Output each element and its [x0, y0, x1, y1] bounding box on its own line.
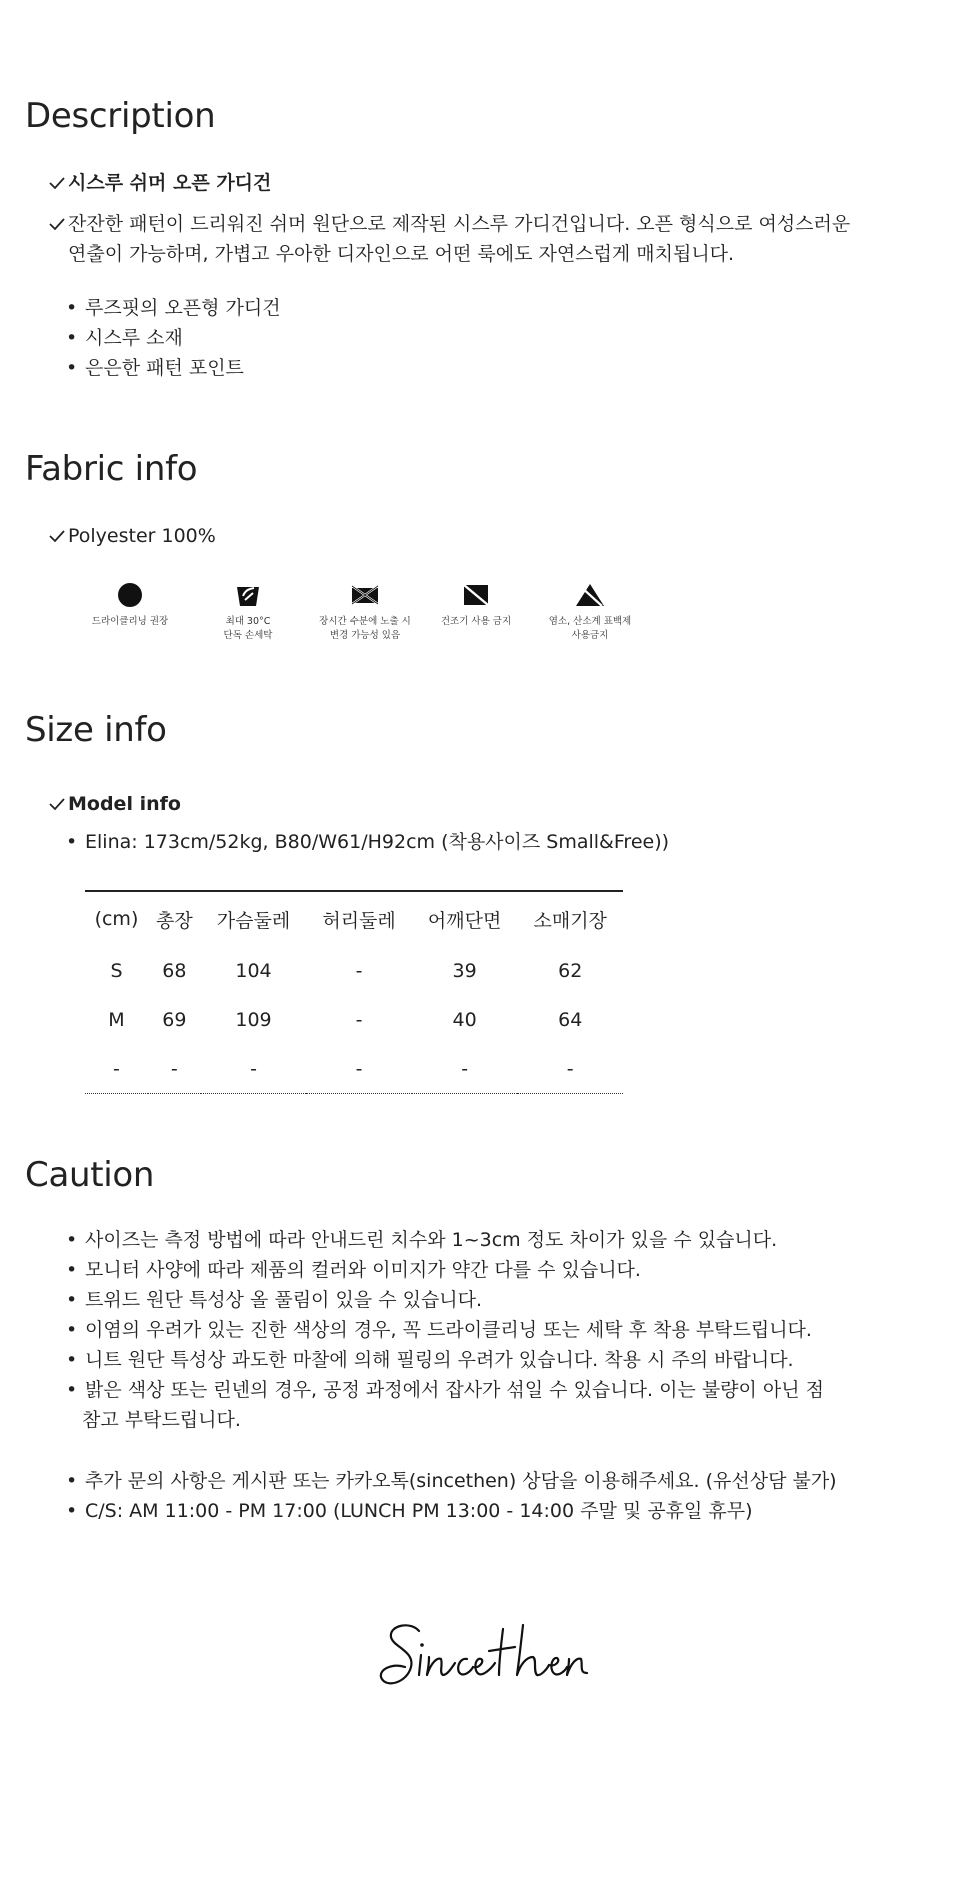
description-check-1: [48, 168, 878, 198]
list-item: • 추가 문의 사항은 게시판 또는 카카오톡(sincethen) 상담을 이용해주세요. (유선상담 불가): [66, 1466, 866, 1496]
care-labels: [85, 580, 645, 650]
care-label: 장시간 수분에 노출 시 변경 가능성 있음: [319, 616, 411, 641]
table-cell: 68: [162, 959, 187, 982]
description-check-2-line-1: 잔잔한 패턴이 드리워진 쉬머 원단으로 제작된 시스루 가디건입니다. 오픈 형식으로 여성스러운: [68, 213, 851, 235]
contact-list: [66, 1466, 866, 1526]
size-table-header: 총장: [155, 909, 193, 932]
table-cell: -: [355, 1008, 363, 1031]
checkmark-icon: [48, 209, 66, 242]
description-check-2: [48, 209, 878, 269]
table-cell: M: [108, 1008, 125, 1031]
caution-continuation: 참고 부탁드립니다.: [82, 1409, 241, 1431]
size-table: [85, 890, 623, 1094]
list-item: • 루즈핏의 오픈형 가디건: [66, 293, 866, 323]
description-heading: Description: [25, 96, 216, 136]
table-cell: -: [250, 1057, 257, 1080]
model-info-text: • Elina: 173cm/52kg, B80/W61/H92cm (착용사이즈 Small&Free)): [66, 827, 866, 857]
care-item-moisture: [300, 580, 430, 643]
size-table-header: (cm): [94, 908, 139, 930]
table-cell: 39: [452, 959, 477, 982]
size-table-header-row: [85, 891, 623, 946]
list-item: • 트위드 원단 특성상 올 풀림이 있을 수 있습니다.: [66, 1285, 866, 1315]
list-item: • 사이즈는 측정 방법에 따라 안내드린 치수와 1~3cm 정도 차이가 있을 수 있습니다.: [66, 1225, 866, 1255]
fabric-material-check: [48, 521, 878, 551]
list-item: • 시스루 소재: [66, 323, 866, 353]
table-cell: -: [170, 1057, 178, 1080]
table-cell: 109: [235, 1008, 272, 1031]
care-label: 건조기 사용 금지: [440, 616, 512, 627]
list-item: • 은은한 패턴 포인트: [66, 353, 866, 383]
care-label: 최대 30°C 단독 손세탁: [223, 616, 273, 641]
care-label: 드라이클리닝 권장: [91, 616, 169, 627]
model-info-check: [48, 789, 878, 819]
size-info-heading: Size info: [25, 710, 167, 750]
caution-heading: Caution: [25, 1155, 155, 1195]
table-cell: 69: [162, 1008, 187, 1031]
table-row: [85, 995, 623, 1044]
list-item: • 니트 원단 특성상 과도한 마찰에 의해 필링의 우려가 있습니다. 착용 시 주의 바랍니다.: [66, 1345, 866, 1375]
table-cell: 62: [558, 959, 583, 982]
care-item-no-bleach: [530, 580, 650, 643]
list-item: • 밝은 색상 또는 린넨의 경우, 공정 과정에서 잡사가 섞일 수 있습니다. 이는 불량이 아닌 점: [66, 1375, 866, 1405]
description-bullet-list: [66, 293, 866, 383]
size-table-header: 소매기장: [533, 909, 607, 932]
list-item: • 모니터 사양에 따라 제품의 컬러와 이미지가 약간 다를 수 있습니다.: [66, 1255, 866, 1285]
size-table-header: 가슴둘레: [216, 909, 291, 932]
no-long-moisture-icon: [300, 580, 430, 610]
table-row: [85, 946, 623, 995]
model-info-list: [66, 827, 866, 857]
table-cell: -: [566, 1057, 574, 1080]
list-item: • 이염의 우려가 있는 진한 색상의 경우, 꼭 드라이클리닝 또는 세탁 후 착용 부탁드립니다.: [66, 1315, 866, 1345]
care-item-dry-clean: [75, 580, 185, 629]
description-check-1-text: 시스루 쉬머 오픈 가디건: [68, 172, 272, 194]
no-bleach-triangle-icon: [530, 580, 650, 610]
table-cell: -: [355, 959, 363, 982]
fabric-material-text: Polyester 100%: [68, 525, 216, 547]
fabric-info-heading: Fabric info: [25, 449, 198, 489]
description-check-2-line-2: 연출이 가능하며, 가볍고 우아한 디자인으로 어떤 룩에도 자연스럽게 매치됩니다.: [68, 243, 735, 265]
table-cell: -: [113, 1057, 120, 1080]
brand-logo: [375, 1615, 590, 1709]
checkmark-icon: [48, 789, 66, 822]
size-table-header: 허리둘레: [322, 909, 396, 932]
caution-list: [66, 1225, 866, 1405]
list-item: • C/S: AM 11:00 - PM 17:00 (LUNCH PM 13:00 - 14:00 주말 및 공휴일 휴무): [66, 1496, 866, 1526]
table-row: [85, 1044, 623, 1094]
no-tumble-dry-icon: [421, 580, 531, 610]
table-cell: 40: [452, 1008, 477, 1031]
table-cell: S: [110, 959, 123, 982]
table-cell: 104: [235, 959, 272, 982]
table-cell: -: [355, 1057, 363, 1080]
hand-wash-tub-icon: [198, 580, 298, 610]
table-cell: -: [461, 1057, 469, 1080]
checkmark-icon: [48, 168, 66, 201]
checkmark-icon: [48, 521, 66, 554]
care-item-no-dryer: [421, 580, 531, 629]
care-item-hand-wash: [198, 580, 298, 643]
model-info-heading: Model info: [68, 793, 181, 815]
dry-clean-circle-icon: [75, 580, 185, 610]
care-label: 염소, 산소계 표백제 사용금지: [548, 616, 632, 641]
size-table-header: 어깨단면: [427, 909, 502, 932]
table-cell: 64: [558, 1008, 583, 1031]
